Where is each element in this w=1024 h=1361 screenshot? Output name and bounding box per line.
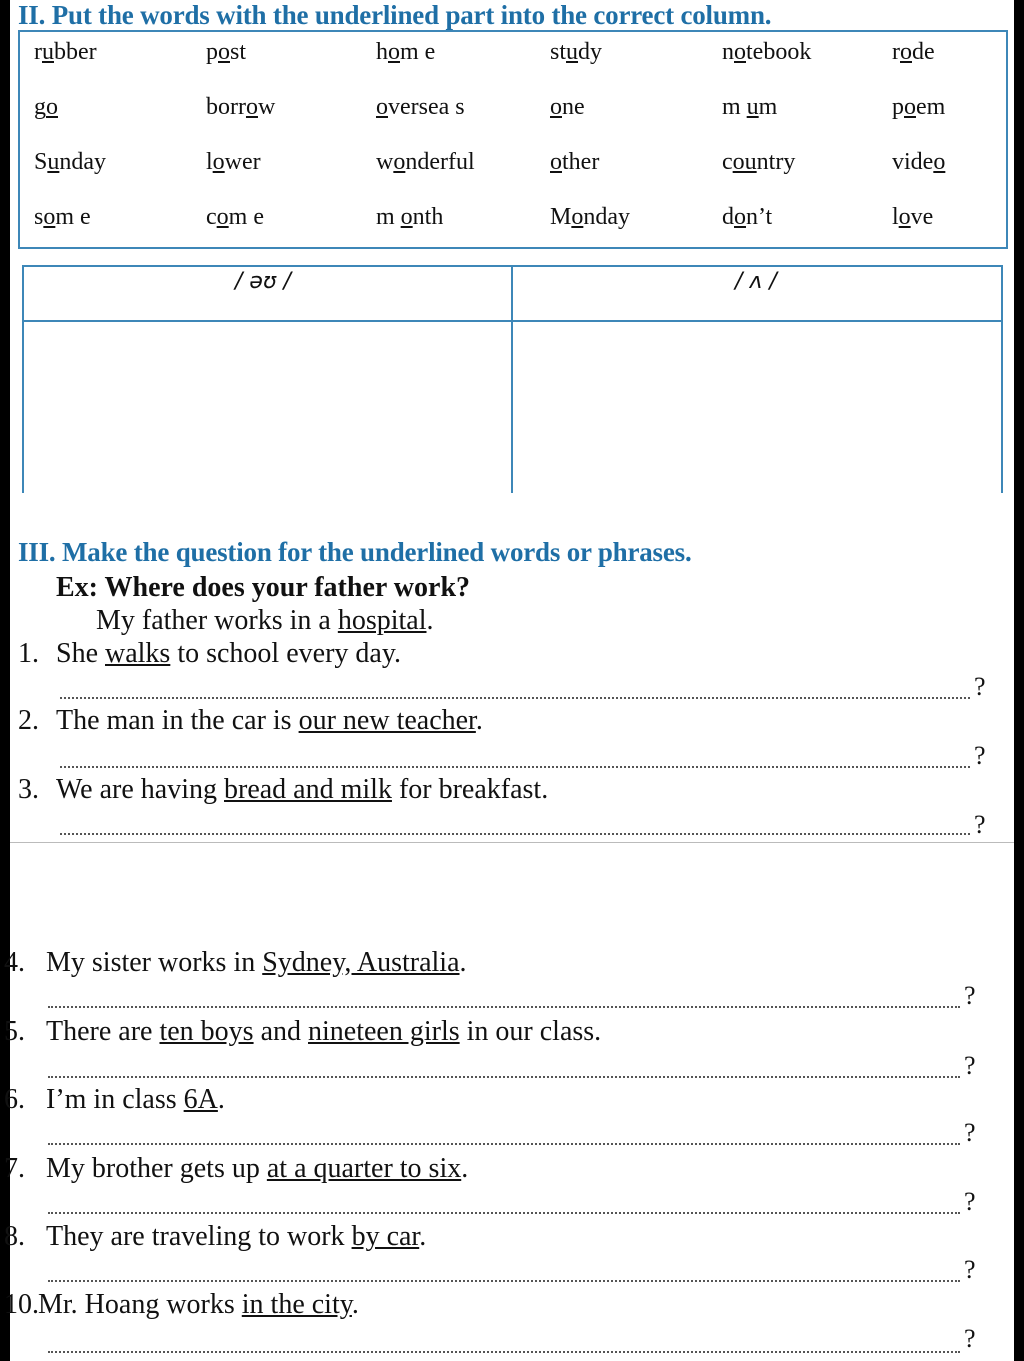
word-cell [550, 39, 602, 66]
word-underlined-part: o [388, 39, 400, 65]
word-cell [376, 204, 443, 231]
word-part: m e [228, 204, 264, 230]
question-sentence [38, 1289, 359, 1321]
answer-question-mark: ? [974, 672, 986, 701]
sentence-text: She [56, 638, 105, 669]
word-underlined-part: o [550, 94, 562, 120]
sentence-text: . [217, 1084, 225, 1115]
question-sentence [56, 638, 401, 670]
word-part: m [376, 204, 401, 230]
worksheet-page [4, 0, 1014, 1361]
word-cell [550, 149, 599, 176]
word-underlined-part: ou [732, 149, 757, 175]
word-part: versea s [388, 94, 465, 120]
word-part: em [916, 94, 946, 120]
answer-question-mark: ? [964, 1324, 976, 1353]
word-underlined-part: o [393, 149, 406, 175]
underlined-phrase: ten boys [159, 1016, 254, 1047]
question-sentence [46, 947, 467, 979]
word-part: borr [206, 94, 246, 120]
word-part: ve [910, 204, 934, 230]
underlined-phrase: walks [105, 638, 171, 669]
word-part: M [550, 204, 572, 230]
underlined-phrase: nineteen girls [308, 1016, 460, 1047]
word-part: g [34, 94, 46, 120]
word-cell [892, 204, 933, 231]
sentence-text: . [419, 1221, 427, 1252]
word-underlined-part: u [42, 39, 54, 65]
answer-question-mark: ? [974, 810, 986, 839]
sentence-text: for breakfast. [391, 774, 549, 805]
word-part: n’t [746, 204, 773, 230]
word-part: d [722, 204, 734, 230]
sentence-text: I’m in class [46, 1084, 184, 1115]
word-cell [722, 149, 795, 176]
word-underlined-part: o [933, 149, 946, 175]
underlined-phrase: bread and milk [224, 774, 392, 805]
sentence-text: . [475, 705, 483, 736]
word-underlined-part: o [734, 39, 746, 65]
question-sentence [56, 774, 548, 806]
word-part: st [550, 39, 567, 65]
word-cell [550, 94, 585, 121]
question-sentence [46, 1153, 468, 1185]
question-number: 1. [18, 638, 39, 669]
example-question: Ex: Where does your father work? [56, 572, 471, 603]
word-part: l [892, 204, 899, 230]
column-header-ou: / əʊ / [235, 269, 291, 294]
word-part: p [206, 39, 218, 65]
word-table [18, 30, 1008, 249]
word-part: m e [55, 204, 91, 230]
table-border-left [22, 265, 24, 493]
word-part: w [376, 149, 394, 175]
question-sentence [46, 1221, 426, 1253]
underlined-phrase: in the city [241, 1289, 352, 1320]
word-underlined-part: o [212, 149, 225, 175]
sentence-text: There are [46, 1016, 160, 1047]
word-part: nth [412, 204, 444, 230]
word-cell [206, 94, 275, 121]
answer-line[interactable] [60, 833, 970, 835]
example-answer-underlined: hospital [337, 605, 427, 636]
word-underlined-part: o [376, 94, 388, 120]
sentence-text: and [253, 1016, 309, 1047]
underlined-phrase: Sydney, Australia [262, 947, 460, 978]
word-cell [34, 94, 58, 121]
word-part: p [892, 94, 904, 120]
example-answer [96, 605, 434, 637]
sentence-text: Mr. Hoang works [38, 1289, 242, 1320]
word-underlined-part: o [218, 39, 230, 65]
word-part: vide [892, 149, 934, 175]
sentence-text: The man in the car is [56, 705, 299, 736]
word-underlined-part: u [47, 149, 60, 175]
word-part: nderful [405, 149, 475, 175]
word-underlined-part: o [571, 204, 584, 230]
word-part: n [722, 39, 734, 65]
question-number: 3. [18, 774, 39, 805]
word-part: l [206, 149, 213, 175]
word-underlined-part: o [900, 39, 912, 65]
answer-question-mark: ? [974, 741, 986, 770]
word-part: w [257, 94, 276, 120]
word-part: s [34, 204, 44, 230]
sentence-text: to school every day. [170, 638, 401, 669]
answer-line[interactable] [48, 1143, 960, 1145]
question-number: 5. [4, 1016, 25, 1047]
word-cell [376, 94, 465, 121]
word-part: bber [54, 39, 97, 65]
question-number: 7. [4, 1153, 25, 1184]
sentence-text: We are having [56, 774, 224, 805]
word-part: c [206, 204, 217, 230]
word-cell [722, 39, 811, 66]
word-part: m e [400, 39, 436, 65]
answer-line[interactable] [48, 1280, 960, 1282]
question-number: 6. [4, 1084, 25, 1115]
column-header-uh: / ʌ / [735, 269, 777, 294]
word-cell [34, 149, 106, 176]
answer-line[interactable] [48, 1212, 960, 1214]
question-sentence [46, 1084, 225, 1116]
word-cell [376, 149, 475, 176]
word-part: nday [59, 149, 107, 175]
word-part: dy [578, 39, 603, 65]
question-number: 4. [4, 947, 25, 978]
word-cell [550, 204, 630, 231]
word-cell [206, 204, 264, 231]
word-part: wer [224, 149, 261, 175]
example-answer-end: . [426, 605, 434, 636]
word-part: de [912, 39, 935, 65]
word-part: S [34, 149, 48, 175]
sentence-text: . [459, 947, 467, 978]
answer-question-mark: ? [964, 1118, 976, 1147]
word-underlined-part: o [216, 204, 229, 230]
word-cell [892, 94, 945, 121]
word-cell [376, 39, 435, 66]
word-cell [34, 39, 97, 66]
question-sentence [46, 1016, 601, 1048]
sentence-text: They are traveling to work [46, 1221, 352, 1252]
answer-question-mark: ? [964, 1255, 976, 1284]
sentence-text: My sister works in [46, 947, 263, 978]
word-part: ther [562, 149, 600, 175]
word-cell [892, 39, 935, 66]
question-sentence [56, 705, 483, 737]
word-part: h [376, 39, 388, 65]
word-underlined-part: o [550, 149, 562, 175]
section-2-heading: II. Put the words with the underlined part into the correct column. [18, 0, 772, 30]
word-cell [892, 149, 945, 176]
sentence-text: My brother gets up [46, 1153, 267, 1184]
word-part: m [758, 94, 778, 120]
word-underlined-part: o [400, 204, 413, 230]
word-underlined-part: o [245, 94, 258, 120]
word-part: st [230, 39, 247, 65]
word-underlined-part: o [43, 204, 56, 230]
answer-line[interactable] [60, 697, 970, 699]
word-cell [206, 39, 246, 66]
underlined-phrase: at a quarter to six [266, 1153, 462, 1184]
section-3-heading: III. Make the question for the underlined words or phrases. [18, 537, 692, 567]
table-divider [511, 265, 513, 493]
answer-question-mark: ? [964, 1187, 976, 1216]
word-part: ntry [756, 149, 796, 175]
answer-line[interactable] [48, 1351, 960, 1353]
word-part: m [722, 94, 747, 120]
word-part: ne [562, 94, 585, 120]
underlined-phrase: by car [351, 1221, 420, 1252]
answer-line[interactable] [60, 766, 970, 768]
word-part: r [892, 39, 900, 65]
answer-question-mark: ? [964, 981, 976, 1010]
sentence-text: . [351, 1289, 359, 1320]
word-cell [206, 149, 261, 176]
page-break-line [10, 842, 1014, 843]
word-cell [722, 94, 777, 121]
sentence-text: . [461, 1153, 469, 1184]
word-underlined-part: o [898, 204, 911, 230]
sentence-text: in our class. [459, 1016, 602, 1047]
word-underlined-part: o [904, 94, 916, 120]
sound-columns-table [22, 265, 1003, 493]
word-cell [722, 204, 772, 231]
word-cell [34, 204, 91, 231]
answer-question-mark: ? [964, 1051, 976, 1080]
example-answer-text: My father works in a [96, 605, 338, 636]
question-number: 8. [4, 1221, 25, 1252]
word-part: nday [583, 204, 630, 230]
word-underlined-part: o [46, 94, 58, 120]
answer-line[interactable] [48, 1076, 960, 1078]
word-part: tebook [746, 39, 812, 65]
question-number: 10. [4, 1289, 39, 1320]
table-border-right [1001, 265, 1003, 493]
word-part: r [34, 39, 42, 65]
question-number: 2. [18, 705, 39, 736]
word-underlined-part: u [566, 39, 579, 65]
underlined-phrase: our new teacher [298, 705, 476, 736]
word-underlined-part: u [746, 94, 759, 120]
underlined-phrase: 6A [183, 1084, 218, 1115]
word-part: c [722, 149, 733, 175]
word-underlined-part: o [734, 204, 746, 230]
answer-line[interactable] [48, 1006, 960, 1008]
